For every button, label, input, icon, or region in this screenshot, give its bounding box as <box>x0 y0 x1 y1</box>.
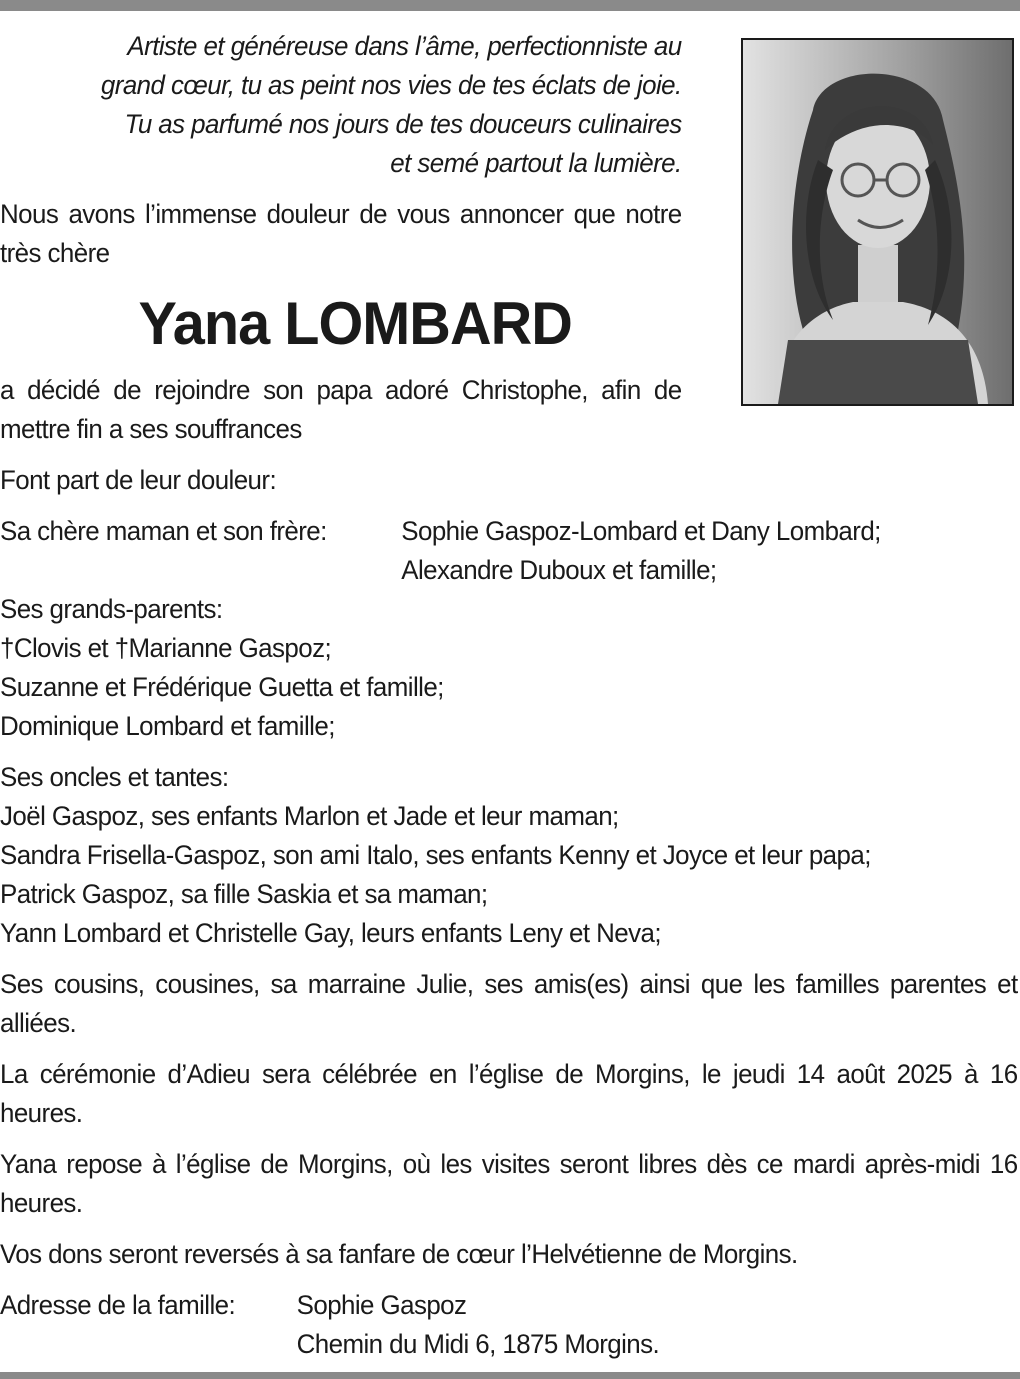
uncles-line: Sandra Frisella-Gaspoz, son ami Italo, ses enfants Kenny et Joyce et leur papa; <box>0 840 871 870</box>
address-row <box>0 1286 979 1364</box>
mother-brother-values <box>401 512 881 590</box>
obituary-text <box>0 27 1018 1364</box>
uncles-heading: Ses oncles et tantes: <box>0 762 229 792</box>
ceremony-paragraph: La cérémonie d’Adieu sera célébrée en l’église de Morgins, le jeudi 14 août 2025 à 16 heures. <box>0 1059 1018 1128</box>
address-values <box>297 1286 659 1364</box>
deceased-name: Yana LOMBARD <box>138 290 572 357</box>
bottom-rule <box>0 1372 1020 1379</box>
address-line: Chemin du Midi 6, 1875 Morgins. <box>296 1329 660 1359</box>
intro-paragraph: Nous avons l’immense douleur de vous annoncer que notre très chère <box>0 199 682 268</box>
decided-paragraph: a décidé de rejoindre son papa adoré Christophe, afin de mettre fin a ses souffrances <box>0 375 682 444</box>
quote-line: grand cœur, tu as peint nos vies de tes éclats de joie. <box>100 70 682 100</box>
grandparents-line: Suzanne et Frédérique Guetta et famille; <box>0 672 444 702</box>
grandparents-heading: Ses grands-parents: <box>0 594 223 624</box>
quote-block <box>0 27 682 183</box>
cousins-paragraph: Ses cousins, cousines, sa marraine Julie, ses amis(es) ainsi que les familles parentes et alliées. <box>0 969 1018 1038</box>
grandparents-line: Dominique Lombard et famille; <box>0 711 335 741</box>
top-rule <box>0 0 1020 11</box>
uncles-line: Yann Lombard et Christelle Gay, leurs enfants Leny et Neva; <box>0 918 661 948</box>
mother-brother-row <box>0 512 979 590</box>
font-part-line: Font part de leur douleur: <box>0 465 277 495</box>
visits-paragraph: Yana repose à l’église de Morgins, où les visites seront libres dès ce mardi après-midi 16 heures. <box>0 1149 1018 1218</box>
mother-brother-label: Sa chère maman et son frère: <box>0 516 327 546</box>
quote-line: et semé partout la lumière. <box>390 148 682 178</box>
mother-brother-value: Alexandre Duboux et famille; <box>401 555 717 585</box>
uncles-line: Joël Gaspoz, ses enfants Marlon et Jade et leur maman; <box>0 801 619 831</box>
donations-paragraph: Vos dons seront reversés à sa fanfare de cœur l’Helvétienne de Morgins. <box>0 1239 798 1269</box>
mother-brother-value: Sophie Gaspoz-Lombard et Dany Lombard; <box>401 516 881 546</box>
uncles-line: Patrick Gaspoz, sa fille Saskia et sa maman; <box>0 879 488 909</box>
grandparents-line: †Clovis et †Marianne Gaspoz; <box>0 633 332 663</box>
address-line: Sophie Gaspoz <box>296 1290 467 1320</box>
quote-line: Tu as parfumé nos jours de tes douceurs culinaires <box>124 109 682 139</box>
address-label: Adresse de la famille: <box>0 1290 236 1320</box>
quote-line: Artiste et généreuse dans l’âme, perfectionniste au <box>127 31 682 61</box>
